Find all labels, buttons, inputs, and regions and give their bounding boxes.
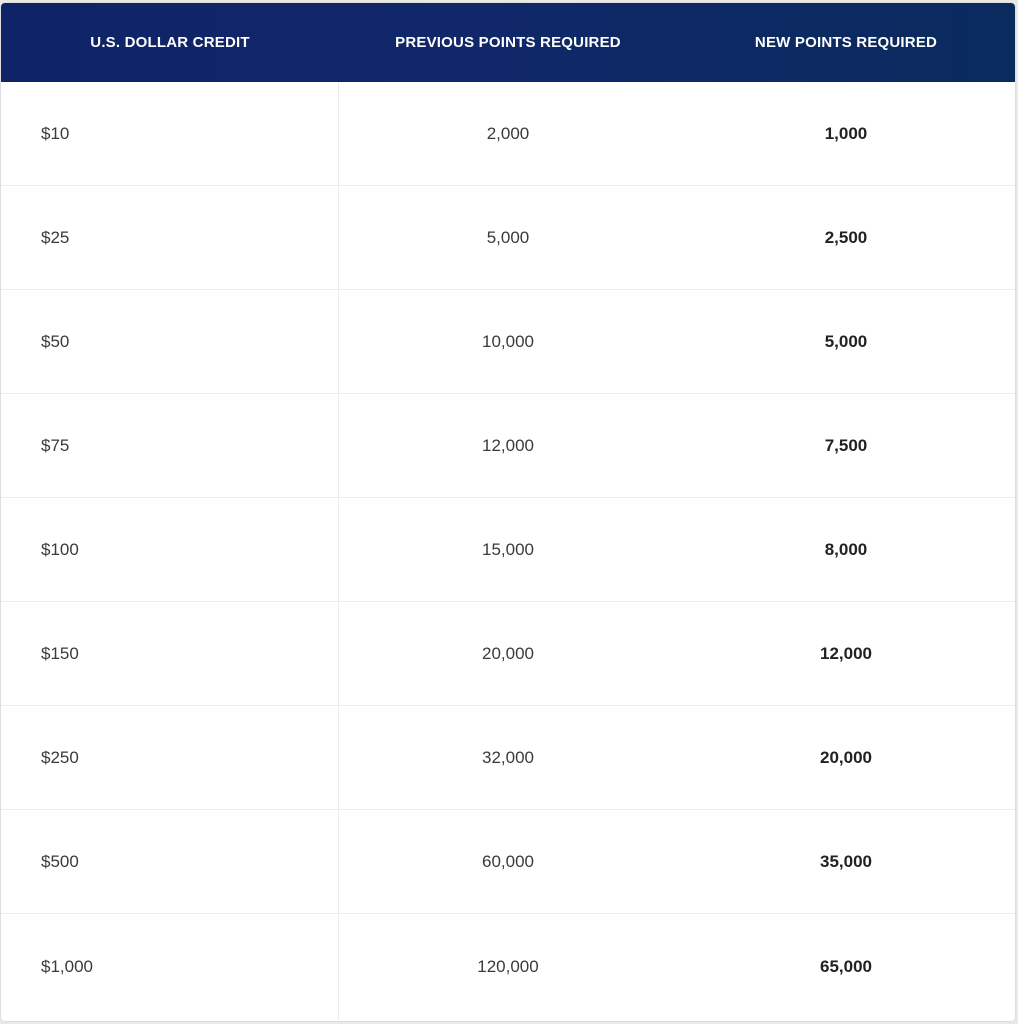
previous-points-cell: 60,000 [482,851,534,871]
new-points-cell: 8,000 [824,539,868,559]
header-previous-points: PREVIOUS POINTS REQUIRED [395,34,621,51]
header-new-points: NEW POINTS REQUIRED [754,34,938,51]
previous-points-cell: 5,000 [486,227,530,247]
new-points-cell: 1,000 [824,123,868,143]
previous-points-cell: 2,000 [486,123,530,143]
table-row [1,498,1015,602]
table-row [1,914,1015,1020]
new-points-cell: 2,500 [824,227,868,247]
table-row [1,810,1015,914]
credit-cell: $250 [1,706,339,809]
previous-points-cell: 15,000 [482,539,534,559]
credit-cell: $1,000 [1,914,339,1020]
credit-cell: $10 [1,82,339,185]
table-row [1,186,1015,290]
previous-points-cell: 10,000 [482,331,534,351]
table-row [1,82,1015,186]
table-row [1,602,1015,706]
previous-points-cell: 32,000 [482,747,534,767]
new-points-cell: 12,000 [820,643,872,663]
new-points-cell: 7,500 [824,435,868,455]
credit-cell: $500 [1,810,339,913]
previous-points-cell: 12,000 [482,435,534,455]
new-points-cell: 5,000 [824,331,868,351]
points-table [1,3,1015,1021]
credit-cell: $75 [1,394,339,497]
table-header [1,3,1015,82]
credit-cell: $150 [1,602,339,705]
header-us-dollar-credit: U.S. DOLLAR CREDIT [90,34,250,51]
new-points-cell: 65,000 [820,957,872,976]
table-row [1,394,1015,498]
credit-cell: $25 [1,186,339,289]
previous-points-cell: 120,000 [477,957,539,976]
new-points-cell: 20,000 [820,747,872,767]
table-row [1,290,1015,394]
table-row [1,706,1015,810]
credit-cell: $50 [1,290,339,393]
credit-cell: $100 [1,498,339,601]
new-points-cell: 35,000 [820,851,872,871]
previous-points-cell: 20,000 [482,643,534,663]
